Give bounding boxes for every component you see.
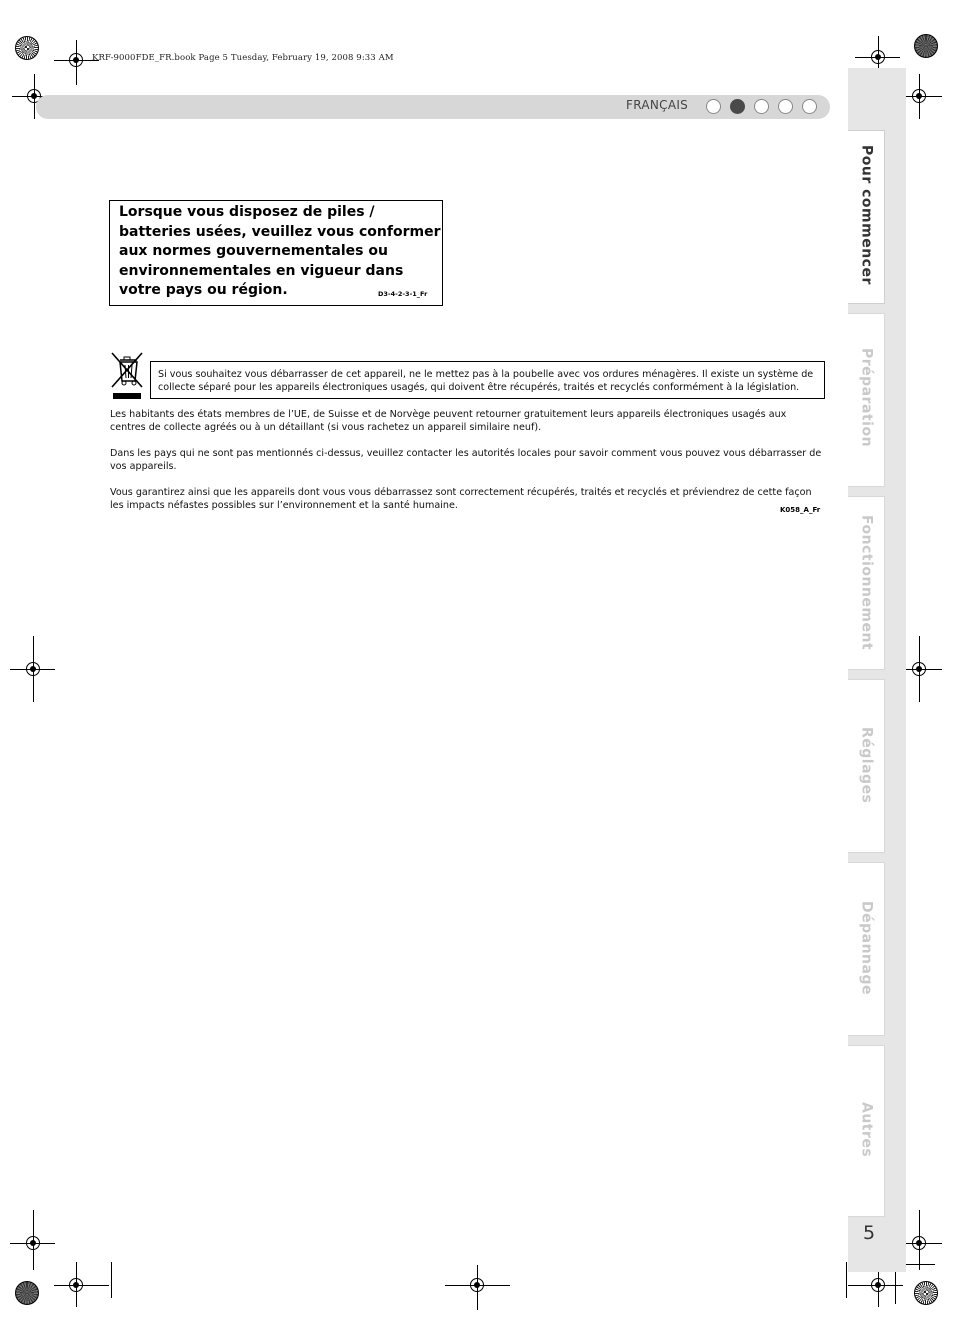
color-bar-icon [914, 1281, 938, 1305]
book-info: KRF-9000FDE_FR.book Page 5 Tuesday, February 19, 2008 9:33 AM [92, 53, 394, 63]
language-label: FRANÇAIS [626, 98, 689, 112]
page-number: 5 [863, 1222, 876, 1244]
tab-label-pour-commencer: Pour commencer [858, 145, 875, 285]
color-bar-icon [914, 34, 938, 58]
chapter-dot-2 [730, 99, 745, 114]
chapter-dot-4 [778, 99, 793, 114]
registration-mark-icon [26, 662, 40, 676]
weee-paragraph-1: Les habitants des états membres de l’UE, de Suisse et de Norvège peuvent retourner gratuitement leurs appareils électroniques usagés aux centres de collecte agréés ou à un détaillant (si vous rachetez un appareil similaire neuf). [110, 409, 787, 433]
registration-mark-icon [26, 1236, 40, 1250]
weee-paragraph-3: Vous garantirez ainsi que les appareils dont vous vous débarrassez sont correctement récupérés, traités et recyclés et préviendrez de cette façon les impacts néfastes possibles sur l’environnement et la santé humaine. [110, 487, 812, 511]
registration-mark-icon [912, 662, 926, 676]
battery-notice-code: D3-4-2-3-1_Fr [378, 290, 428, 298]
tab-label-autres: Autres [858, 1102, 875, 1158]
weee-notice-text: Si vous souhaitez vous débarrasser de cet appareil, ne le mettez pas à la poubelle avec vos ordures ménagères. Il existe un système de collecte séparé pour les appareils électroniques usagés, qui doivent être récupérés, traités et recyclés conformément à la législation. [158, 369, 814, 393]
registration-mark-icon [912, 1236, 926, 1250]
registration-mark-icon [871, 50, 885, 64]
tab-label-fonctionnement: Fonctionnement [858, 514, 875, 651]
registration-mark-icon [69, 53, 83, 67]
weee-code: K058_A_Fr [780, 506, 821, 514]
chapter-dot-5 [802, 99, 817, 114]
battery-notice-text: Lorsque vous disposez de piles / batteries usées, veuillez vous conformer aux normes gouvernementales ou environnementales en vigueur dans votre pays ou région. [119, 204, 441, 298]
weee-paragraph-2: Dans les pays qui ne sont pas mentionnés ci-dessus, veuillez contacter les autorités locales pour savoir comment vous pouvez vous débarrasser de vos appareils. [110, 448, 822, 472]
tab-label-depannage: Dépannage [858, 901, 875, 995]
registration-mark-icon [871, 1278, 885, 1292]
registration-mark-icon [912, 89, 926, 103]
color-bar-icon [15, 1281, 39, 1305]
color-bar-icon [15, 36, 39, 60]
crossed-bin-icon [110, 351, 144, 401]
chapter-dot-3 [754, 99, 769, 114]
chapter-dot-1 [706, 99, 721, 114]
tab-label-reglages: Réglages [858, 726, 875, 804]
registration-mark-icon [69, 1278, 83, 1292]
registration-mark-icon [470, 1278, 484, 1292]
tab-label-preparation: Préparation [858, 347, 875, 448]
